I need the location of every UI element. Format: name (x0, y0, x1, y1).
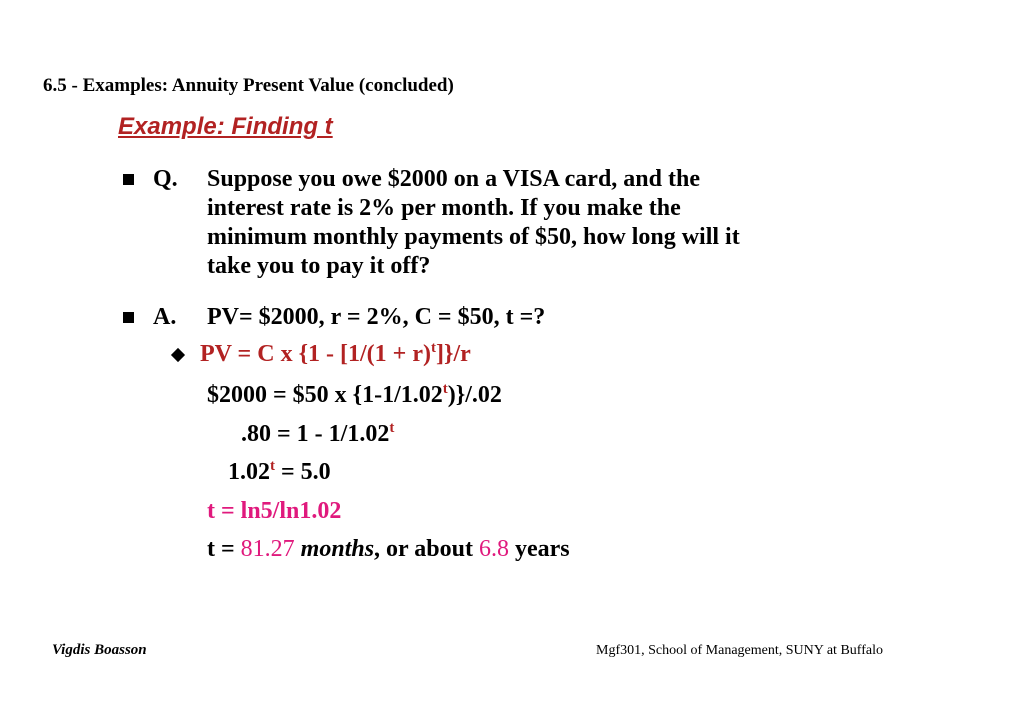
page-header: 6.5 - Examples: Annuity Present Value (concluded) (43, 75, 454, 96)
question-label: Q. (153, 166, 178, 192)
answer-givens: PV= $2000, r = 2%, C = $50, t =? (207, 304, 546, 330)
answer-label: A. (153, 304, 177, 330)
footer-author: Vigdis Boasson (52, 642, 147, 658)
pv-formula: PV = C x $\{1 - [1/(1 + r)^t]\}/r$ (200, 340, 471, 367)
footer-course: Mgf301, School of Management, SUNY at Buffalo (596, 643, 883, 658)
step-1: $2000 = $50 x {1-1/1.02$^t$)}/.02 (207, 381, 502, 408)
diamond-bullet-icon (171, 348, 185, 362)
question-line-1: Suppose you owe $2000 on a VISA card, and the (207, 166, 700, 192)
step-2: .80 = 1 - 1/1.02$^t$ (241, 420, 395, 447)
step-4: t = ln5/ln1.02 (207, 498, 342, 524)
months-value: 81.27 (240, 536, 295, 562)
question-line-2: interest rate is 2% per month. If you make the (207, 195, 681, 221)
question-line-3: minimum monthly payments of $50, how long will it (207, 224, 740, 250)
square-bullet-icon (123, 312, 134, 323)
step-5: t = 81.27 months, or about 6.8 years (207, 536, 570, 562)
years-value: 6.8 (478, 536, 509, 562)
example-title: Example: Finding t (118, 113, 333, 140)
step-3: $1.02^t = 5.0$ (228, 458, 331, 485)
square-bullet-icon (123, 174, 134, 185)
question-line-4: take you to pay it off? (207, 253, 431, 279)
